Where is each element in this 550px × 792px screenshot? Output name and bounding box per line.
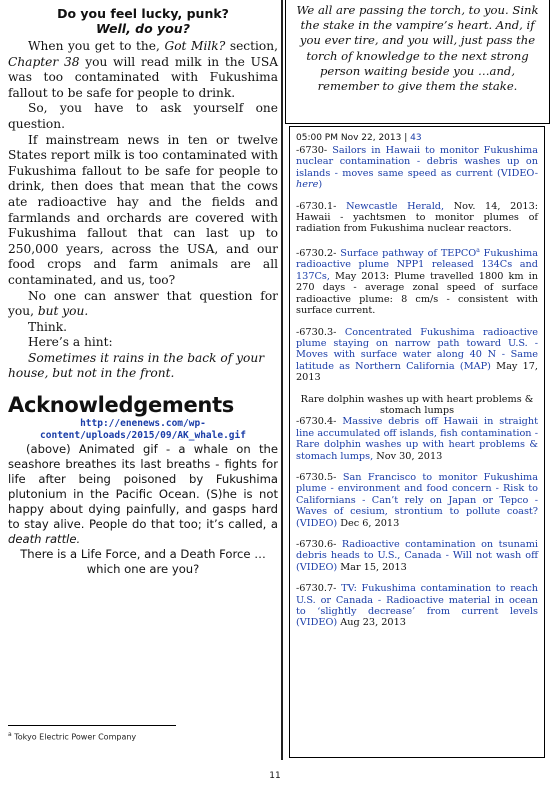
whale-gif-link[interactable]: http://enenews.com/wp-content/uploads/2015/09/AK_whale.gif — [40, 418, 246, 442]
comment-count-link[interactable]: 43 — [410, 133, 422, 143]
news-item-6730-1: -6730.1- Newcastle Herald, Nov. 14, 2013: Hawaii - yachtsmen to monitor plumes of radiation from Fukushima nuclear reactors. — [296, 200, 538, 235]
news-item-6730-5: -6730.5- San Francisco to monitor Fukushima plume - environment and food concern - Risk to Californians - Can’t rely on Japan or Tepco - Waves of cesium, strontium to pollute coast? (VIDEO) Dec 6, 2013 — [296, 471, 538, 529]
left-column — [8, 6, 278, 577]
news-timestamp: 05:00 PM Nov 22, 2013 | 43 — [296, 133, 422, 143]
paragraph-hint-intro: Here’s a hint: — [28, 335, 113, 350]
news-link-6730-1[interactable]: Newcastle Herald, — [336, 200, 445, 212]
quote-box — [285, 0, 550, 124]
news-item-6730-7: -6730.7- TV: Fukushima contamination to reach U.S. or Canada - Radioactive material in ocean to ‘slightly decrease’ from current levels (VIDEO) Aug 23, 2013 — [296, 583, 538, 629]
news-item-6730-6: -6730.6- Radioactive contamination on tsunami debris heads to U.S., Canada - Will not wash off (VIDEO) Mar 15, 2013 — [296, 539, 538, 573]
paragraph-got-milk: When you get to the, Got Milk? section, Chapter 38 you will read milk in the USA was too contaminated with Fukushima fallout to be safe for people to drink. — [8, 39, 278, 100]
paragraph-think: Think. — [28, 319, 67, 334]
news-link-6730-6[interactable]: Radioactive contamination on tsunami debris heads to U.S., Canada - Will not wash off (VIDEO) — [296, 539, 538, 573]
heading-well-do-you: Well, do you? — [96, 21, 190, 36]
news-link-6730-5[interactable]: San Francisco to monitor Fukushima plume - environment and food concern - Risk to Californians - Can’t rely on Japan or Tepco - Waves of cesium, strontium to pollute coast? (VIDEO) — [296, 471, 538, 529]
news-item-6730-4: -6730.4- Massive debris off Hawaii in straight line accumulated off islands, fish contamination - Rare dolphin washes up with heart problems & stomach lumps, Nov 30, 2013 — [296, 416, 538, 462]
paragraph-mainstream-news: If mainstream news in ten or twelve States report milk is too contaminated with Fukushima fallout to be safe for people to drink, then does that mean that the cows ate radioactive hay and the fields and farmlands and orchards are covered with Fukushima fallout that can last up to 250,000 years, across the USA, and our food crops and farm animals are all contaminated, and us, too? — [8, 132, 278, 287]
news-link-6730-2[interactable]: Surface pathway of TEPCO — [336, 248, 477, 260]
hint-text: Sometimes it rains in the back of your house, but not in the front. — [8, 350, 265, 381]
footnote: $^a$ Tokyo Electric Power Company — [8, 731, 137, 742]
right-column — [285, 0, 550, 792]
news-link-6730[interactable]: Sailors in Hawaii to monitor Fukushima nuclear contamination - debris washes up on islands - moves same speed as current (VIDEO- — [296, 145, 538, 179]
footnote-ref: a — [476, 246, 480, 254]
torch-quote: We all are passing the torch, to you. Sink the stake in the vampire’s heart. And, if you ever tire, and you will, just pass the torch of knowledge to the next strong person waiting beside you …and, remember to give them the stake. — [296, 3, 539, 94]
news-link-6730-3[interactable]: Concentrated Fukushima radioactive plume staying on narrow path toward U.S. - Moves with surface water along 40 N - Same latitude as Northern California (MAP) — [296, 326, 538, 372]
footnote-rule — [8, 725, 176, 726]
news-link-6730-4[interactable]: Massive debris off Hawaii in straight line accumulated off islands, fish contamination - Rare dolphin washes up with heart problems & stomach lumps, — [296, 416, 538, 462]
news-link-6730-7[interactable]: TV: Fukushima contamination to reach U.S. or Canada - Radioactive material in ocean to ‘slightly decrease’ from current levels (VIDEO) — [296, 583, 538, 629]
life-force-question: There is a Life Force, and a Death Force …which one are you? — [20, 547, 266, 577]
paragraph-question: So, you have to ask yourself one question. — [8, 101, 278, 131]
news-box — [289, 126, 545, 758]
acknowledgements-heading: Acknowledgements — [8, 393, 235, 418]
heading-lucky: Do you feel lucky, punk? — [57, 6, 229, 21]
acknowledgements-body: (above) Animated gif - a whale on the seashore breathes its last breaths - fights for life after being poisoned by Fukushima plutonium in the Pacific Ocean. (S)he is not happy about dying painfully, and gasps hard to stay alive. People do that too; it’s called, a death rattle. — [8, 442, 278, 547]
dolphin-note: Rare dolphin washes up with heart problems & stomach lumps — [300, 393, 534, 416]
news-item-6730: -6730- Sailors in Hawaii to monitor Fukushima nuclear contamination - debris washes up on islands - moves same speed as current (VIDEO-here) — [296, 145, 538, 191]
column-divider — [281, 0, 283, 760]
paragraph-no-one: No one can answer that question for you, but you. — [8, 288, 278, 319]
news-link-here[interactable]: here — [296, 179, 319, 191]
news-item-6730-3: -6730.3- Concentrated Fukushima radioactive plume staying on narrow path toward U.S. - Moves with surface water along 40 N - Same latitude as Northern California (MAP) May 17, 2013 — [296, 326, 539, 384]
news-item-6730-2: -6730.2- Surface pathway of TEPCO$^a$ Fukushima radioactive plume NPP1 released 134Cs and 137Cs, May 2013: Plume travelled 1800 km in 270 days - average zonal speed of surface radioactive plume: 8 cm/s - consistent with surface current. — [296, 246, 538, 317]
page-number: 11 — [269, 771, 281, 781]
